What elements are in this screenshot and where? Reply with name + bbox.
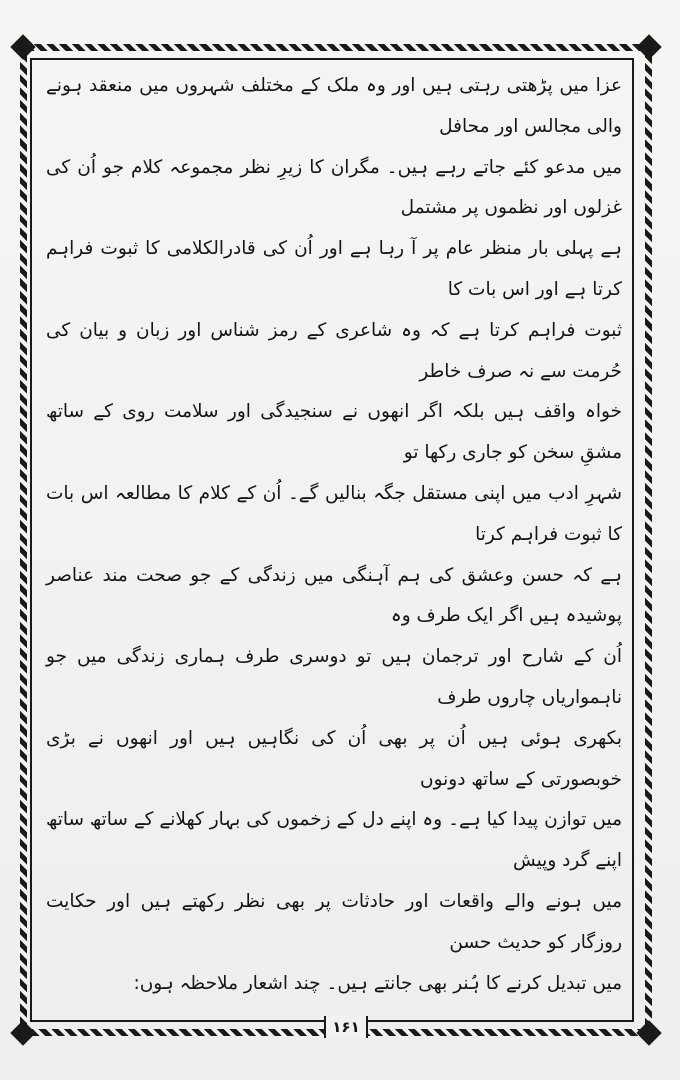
prose-line: اُن کے شارح اور ترجمان ہیں تو دوسری طرف ہماری زندگی میں جو ناہمواریاں چاروں طرف [46,646,622,708]
prose-line: بکھری ہوئی ہیں اُن پر بھی اُن کی نگاہیں ہیں اور انھوں نے بڑی خوبصورتی کے ساتھ دونوں [46,727,622,790]
prose-line: خواہ واقف ہیں بلکہ اگر انھوں نے سنجیدگی اور سلامت روی کے ساتھ مشقِ سخن کو جاری رکھا تو [46,401,622,464]
prose-line: ثبوت فراہم کرتا ہے کہ وہ شاعری کے رمز شناس اور زبان و بیان کی حُرمت سے نہ صرف خاطر [46,319,622,382]
page-number: ۱۶۱ [324,1016,368,1038]
prose-line: میں مدعو کئے جاتے رہے ہیں۔ مگران کا زیرِ نظر مجموعہ کلام جو اُن کی غزلوں اور نظموں پر مشتمل [46,156,622,219]
prose-line: ہے پہلی بار منظر عام پر آ رہا ہے اور اُن کی قادرالکلامی کا ثبوت فراہم کرتا ہے اور اس بات کا [46,238,622,300]
couplet [238,1004,618,1006]
prose-line: میں ہونے والے واقعات اور حادثات پر بھی نظر رکھتے ہیں اور حکایت روزگار کو حدیث حسن [46,890,622,953]
prose-line: شہرِ ادب میں اپنی مستقل جگہ بنالیں گے۔ اُن کے کلام کا مطالعہ اس بات کا ثبوت فراہم کرتا [46,482,622,545]
prose-line: ہے کہ حسن وعشق کی ہم آہنگی میں زندگی کے جو صحت مند عناصر پوشیدہ ہیں اگر ایک طرف وہ [46,564,622,627]
prose-line: میں توازن پیدا کیا ہے۔ وہ اپنے دل کے زخموں کی بہار کھلانے کے ساتھ ساتھ اپنے گرد وپیش [46,809,622,872]
prose-line: میں تبدیل کرنے کا ہُنر بھی جانتے ہیں۔ چند اشعار ملاحظہ ہوں: [133,972,622,994]
prose-paragraph [42,66,626,1004]
verse-line [238,1004,618,1006]
prose-line: عزا میں پڑھتی رہتی ہیں اور وہ ملک کے مختلف شہروں میں منعقد ہونے والی مجالس اور محافل [46,75,622,137]
page-content [42,66,626,1006]
